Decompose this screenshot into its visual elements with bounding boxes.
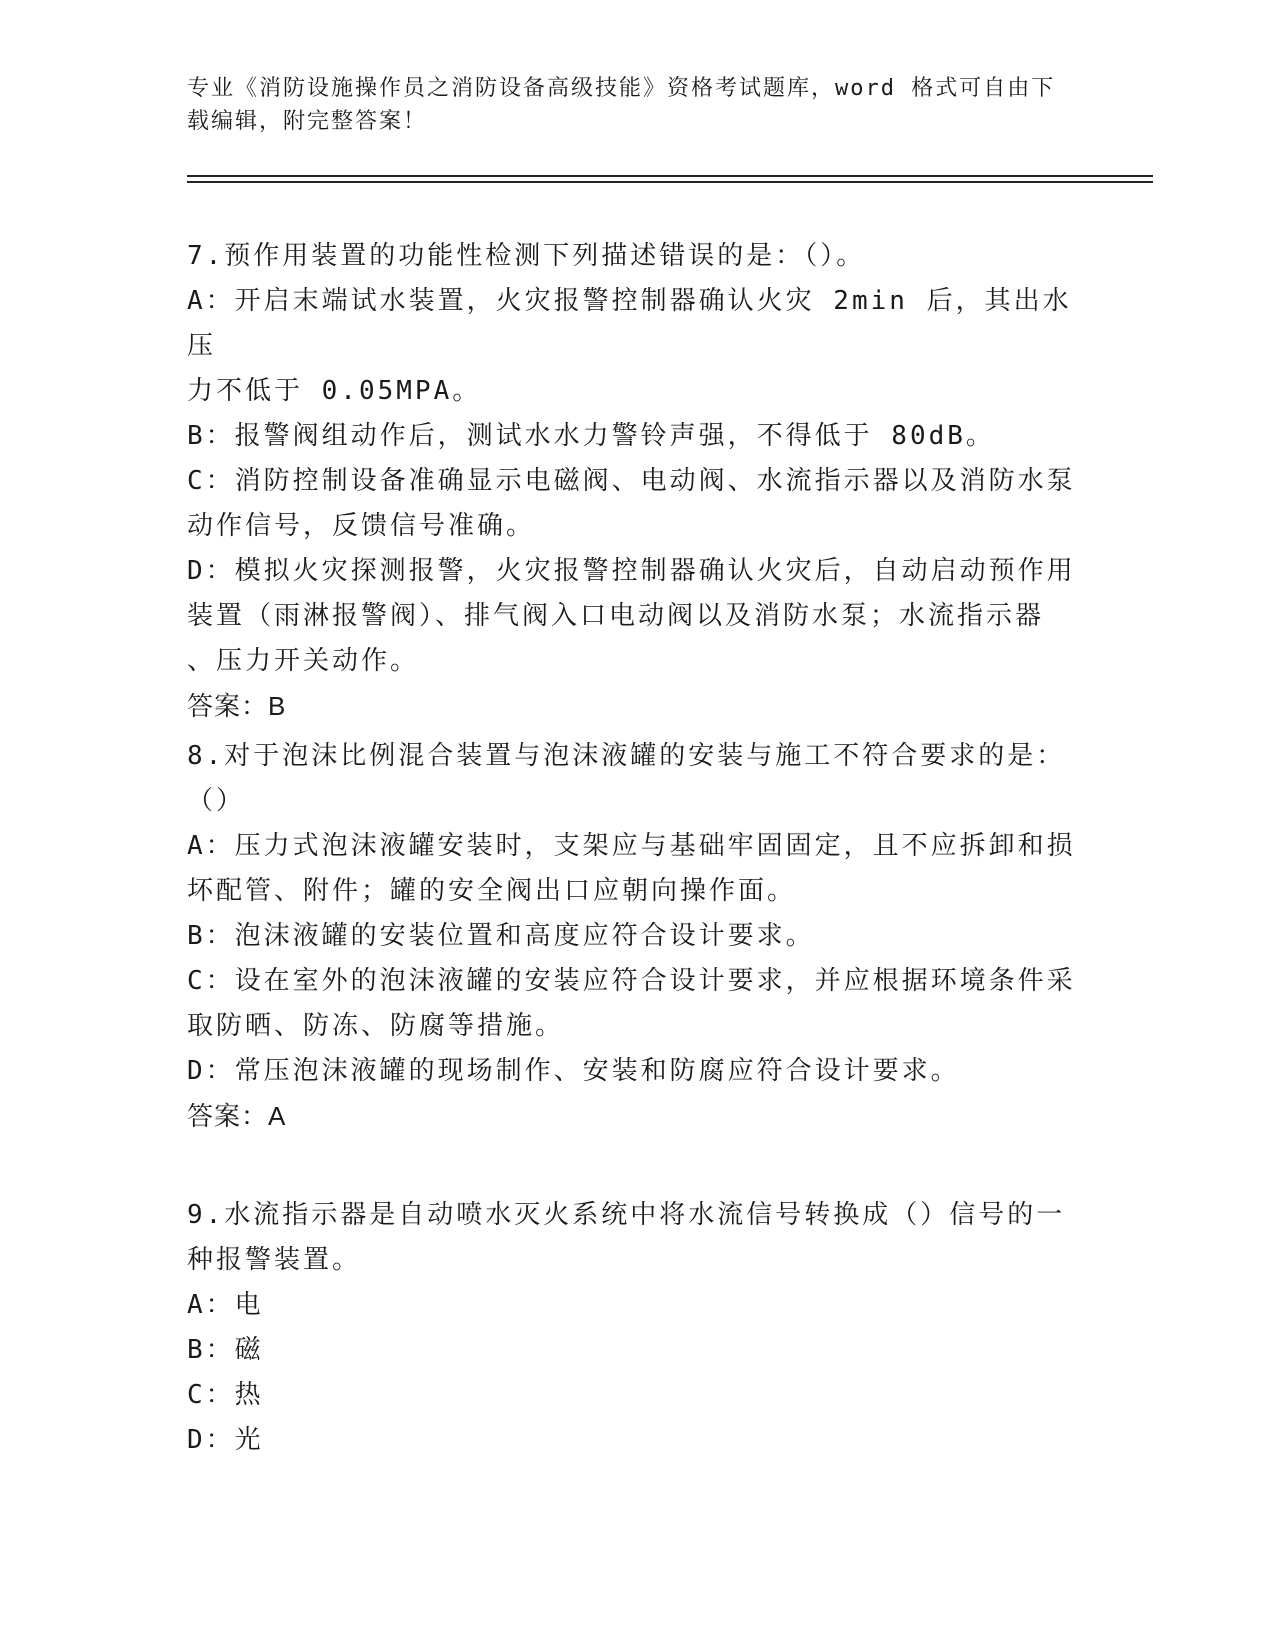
question-9: [187, 1193, 1077, 1463]
option-c: C：消防控制设备准确显示电磁阀、电动阀、水流指示器以及消防水泵: [187, 466, 1076, 496]
option-c-cont: 取防晒、防冻、防腐等措施。: [187, 1011, 565, 1041]
option-d: D：光: [187, 1425, 264, 1455]
option-d: D：模拟火灾探测报警，火灾报警控制器确认火灾后，自动启动预作用: [187, 556, 1076, 586]
question-stem: 8.对于泡沫比例混合装置与泡沫液罐的安装与施工不符合要求的是：: [187, 741, 1066, 771]
header-divider-top: [187, 175, 1153, 177]
document-header: [187, 72, 1067, 138]
header-divider-bottom: [187, 181, 1153, 183]
option-a: A：压力式泡沫液罐安装时，支架应与基础牢固固定，且不应拆卸和损: [187, 831, 1076, 861]
option-d: D：常压泡沫液罐的现场制作、安装和防腐应符合设计要求。: [187, 1056, 960, 1086]
option-b: B：磁: [187, 1335, 264, 1365]
option-c: C：设在室外的泡沫液罐的安装应符合设计要求，并应根据环境条件采: [187, 966, 1076, 996]
option-a: A：开启末端试水装置，火灾报警控制器确认火灾 2min 后，其出水压: [187, 286, 1072, 361]
option-d-cont: 装置（雨淋报警阀）、排气阀入口电动阀以及消防水泵；水流指示器: [187, 601, 1045, 631]
option-a-cont: 坏配管、附件；罐的安全阀出口应朝向操作面。: [187, 876, 797, 906]
question-stem-cont: （）: [187, 786, 246, 816]
answer-label: 答案：B: [187, 691, 287, 721]
option-b: B：泡沫液罐的安装位置和高度应符合设计要求。: [187, 921, 815, 951]
answer-label: 答案：A: [187, 1101, 287, 1131]
question-stem: 9.水流指示器是自动喷水灭火系统中将水流信号转换成（）信号的一: [187, 1200, 1066, 1230]
option-b: B：报警阀组动作后，测试水水力警铃声强，不得低于 80dB。: [187, 421, 995, 451]
option-a: A：电: [187, 1290, 264, 1320]
option-c-cont: 动作信号，反馈信号准确。: [187, 511, 536, 541]
option-d-cont: 、压力开关动作。: [187, 646, 420, 676]
option-a-cont: 力不低于 0.05MPA。: [187, 376, 482, 406]
question-8: [187, 734, 1077, 1139]
option-c: C：热: [187, 1380, 264, 1410]
question-stem-cont: 种报警装置。: [187, 1245, 362, 1275]
question-7: [187, 234, 1077, 729]
question-stem: 7.预作用装置的功能性检测下列描述错误的是：（）。: [187, 241, 866, 271]
header-line-1: 专业《消防设施操作员之消防设备高级技能》资格考试题库，word 格式可自由下: [187, 76, 1056, 101]
header-line-2: 载编辑，附完整答案！: [187, 109, 428, 134]
